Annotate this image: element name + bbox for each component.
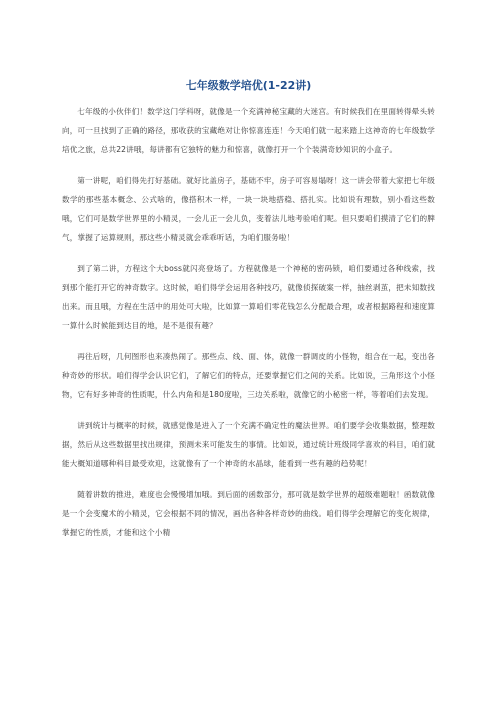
paragraph-statistics: 讲到统计与概率的时候，就感觉像是进入了一个充满不确定性的魔法世界。咱们要学会收集数据，整理数据，然后从这些数据里找出规律，预测未来可能发生的事情。比如说，通过统计班级同学喜欢的科目，咱们就能大概知道哪种科目最受欢迎，这就像有了一个神奇的水晶球，能看到一些有趣的趋势呢！ — [62, 421, 435, 468]
paragraph-geometry: 再往后呀，几何图形也来凑热闹了。那些点、线、面、体，就像一群调皮的小怪物，组合在一起，变出各种奇妙的形状。咱们得学会认识它们，了解它们的特点，还要掌握它们之间的关系。比如说，三角形这个小怪物，它有好多神奇的性质呢，什么内角和是180度啦，三边关系啦，就像它的小秘密一样，等着咱们去发现。 — [62, 352, 435, 399]
paragraph-lesson-2: 到了第二讲，方程这个大boss就闪亮登场了。方程就像是一个神秘的密码锁，咱们要通过各种线索，找到那个能打开它的神奇数字。这时候，咱们得学会运用各种技巧，就像侦探破案一样，抽丝剥茧，把未知数找出来。而且哦，方程在生活中的用处可大啦，比如算一算咱们零花钱怎么分配最合理，或者根据路程和速度算一算什么时候能到达目的地，是不是很有趣？ — [62, 264, 435, 330]
paragraph-intro: 七年级的小伙伴们！数学这门学科呀，就像是一个充满神秘宝藏的大迷宫。有时候我们在里面转得晕头转向，可一旦找到了正确的路径，那收获的宝藏绝对让你惊喜连连！今天咱们就一起来踏上这神奇的七年级数学培优之旅，总共22讲哦，每讲都有它独特的魅力和惊喜，就像打开一个个装满奇妙知识的小盒子。 — [62, 107, 435, 154]
paragraph-lesson-1: 第一讲呢，咱们得先打好基础。就好比盖房子，基础不牢，房子可容易塌呀！这一讲会带着大家把七年级数学的那些基本概念、公式啥的，像搭积木一样，一块一块地搭稳、搭扎实。比如说有理数，别小看这些数哦，它们可是数学世界里的小精灵，一会儿正一会儿负，变着法儿地考验咱们呢。但只要咱们摸清了它们的脾气，掌握了运算规则，那这些小精灵就会乖乖听话，为咱们服务啦！ — [62, 176, 435, 242]
document-page — [62, 78, 435, 554]
document-title: 七年级数学培优(1-22讲) — [185, 79, 312, 92]
paragraph-functions: 随着讲数的推进，难度也会慢慢增加哦。到后面的函数部分，那可就是数学世界的超级难题啦！函数就像是一个会变魔术的小精灵，它会根据不同的情况，画出各种各样奇妙的曲线。咱们得学会理解它的变化规律，掌握它的性质，才能和这个小精 — [62, 490, 435, 537]
